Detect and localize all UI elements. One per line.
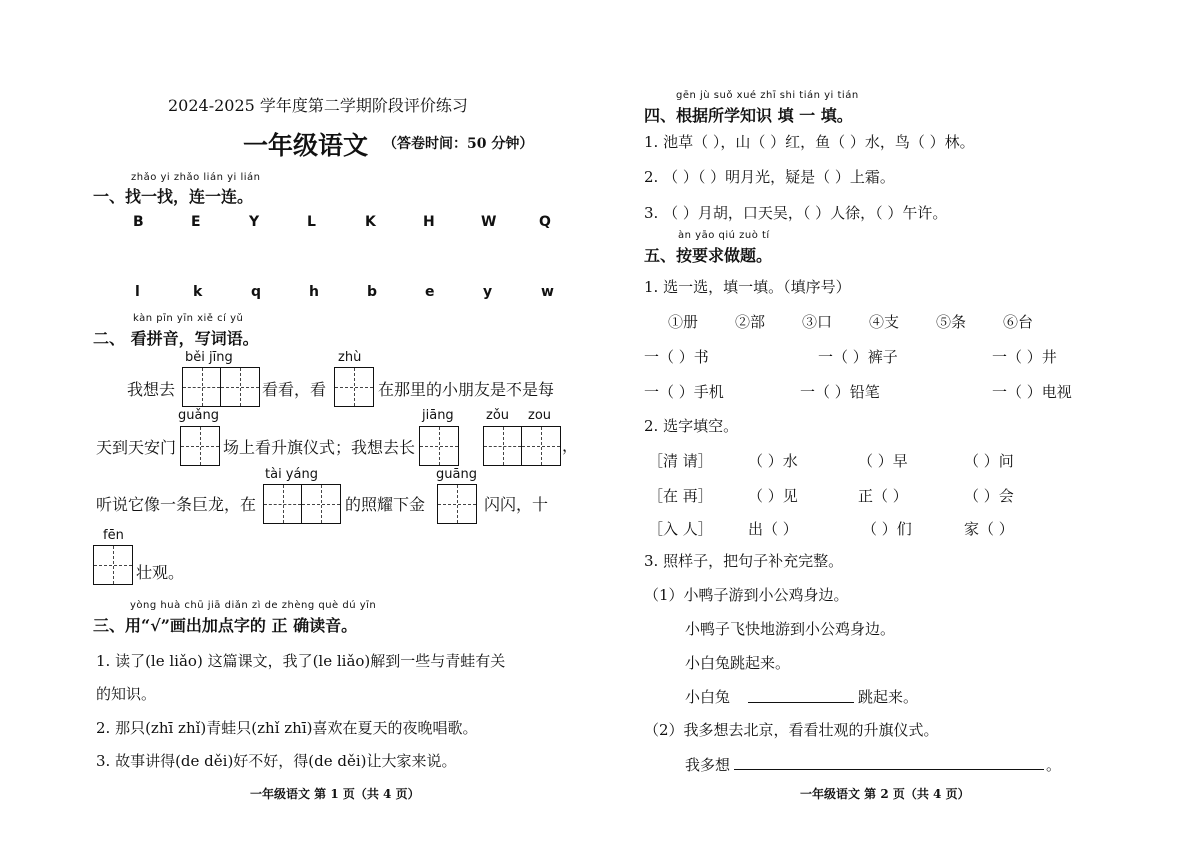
pinyin-taiyang: tài yáng: [265, 467, 318, 482]
choice-group-2: ［在 再］: [648, 487, 713, 505]
time-note: （答卷时间：50 分钟）: [383, 136, 534, 152]
section2-heading: 二、 看拼音，写词语。: [93, 329, 259, 348]
option: ③口: [802, 313, 833, 331]
uppercase-letters: [133, 214, 597, 230]
option: ②部: [735, 313, 766, 331]
s5-part-2: 2. 选字填空。: [644, 417, 739, 435]
section4-heading: 四、根据所学知识 填 一 填。: [644, 106, 853, 125]
measure-word-r1-c: 一（ ）井: [992, 348, 1057, 366]
option: ①册: [668, 313, 699, 331]
letter: E: [191, 214, 201, 230]
option: ⑥台: [1003, 313, 1034, 331]
example-1-answer-b: 跳起来。: [858, 688, 919, 706]
option-list: [668, 311, 1070, 332]
letter: B: [133, 214, 144, 230]
write-grid-jiang[interactable]: [419, 426, 459, 466]
letter: b: [367, 284, 378, 300]
option: ⑤条: [936, 313, 967, 331]
text: 看看，看: [262, 380, 327, 399]
exam-title: 一年级语文: [243, 131, 369, 160]
write-grid-beijing[interactable]: [182, 367, 260, 407]
text: 听说它像一条巨龙，在: [96, 495, 257, 514]
blank: （ ）见: [748, 487, 798, 505]
pinyin-fen: fēn: [103, 528, 124, 543]
letter: Y: [249, 214, 260, 230]
text: 闪闪，十: [484, 495, 549, 514]
section5-heading: 五、按要求做题。: [644, 246, 773, 265]
example-2-period: 。: [1046, 756, 1062, 774]
lowercase-letters: [135, 284, 599, 300]
example-2-answer-a: 我多想: [685, 756, 731, 774]
write-grid-zouzou[interactable]: [483, 426, 561, 466]
pinyin-beijing: běi jīng: [185, 350, 233, 365]
s3-question-1b: 的知识。: [96, 685, 157, 703]
text: 天到天安门: [96, 438, 177, 457]
blank: （ ）水: [748, 452, 798, 470]
blank: 家（ ）: [964, 520, 1014, 538]
write-grid-zhu[interactable]: [334, 367, 374, 407]
page-footer-1: 一年级语文 第 1 页（共 4 页）: [250, 787, 420, 801]
pinyin-zou1: zǒu: [486, 408, 510, 423]
answer-line-1[interactable]: [748, 702, 854, 703]
write-grid-guang[interactable]: [180, 426, 220, 466]
measure-word-r1-b: 一（ ）裤子: [818, 348, 898, 366]
choice-group-3: ［入 人］: [648, 520, 713, 538]
write-grid-guang2[interactable]: [437, 484, 477, 524]
text: 场上看升旗仪式；我想去长: [223, 438, 416, 457]
measure-word-r2-c: 一（ ）电视: [992, 383, 1072, 401]
choice-group-1: ［清 请］: [648, 452, 713, 470]
pinyin-zou2: zou: [528, 408, 552, 423]
letter: e: [425, 284, 435, 300]
letter: h: [309, 284, 319, 300]
s3-question-1: 1. 读了(le liǎo) 这篇课文，我了(le liǎo)解到一些与青蛙有关: [96, 652, 506, 670]
blank: （ ）早: [858, 452, 908, 470]
s5-part-1: 1. 选一选，填一填。（填序号）: [644, 278, 851, 296]
example-1-sample: 小鸭子飞快地游到小公鸡身边。: [685, 620, 896, 638]
text: ，: [562, 436, 579, 455]
letter: q: [251, 284, 262, 300]
text: 在那里的小朋友是不是每: [378, 380, 555, 399]
section5-pinyin: àn yāo qiú zuò tí: [678, 230, 770, 241]
pinyin-jiang: jiāng: [422, 408, 454, 423]
letter: H: [423, 214, 435, 230]
write-grid-fen[interactable]: [93, 545, 133, 585]
letter: y: [483, 284, 493, 300]
letter: L: [307, 214, 316, 230]
blank: （ ）问: [964, 452, 1014, 470]
text: 壮观。: [136, 563, 185, 582]
section1-pinyin: zhǎo yi zhǎo lián yi lián: [131, 172, 261, 183]
page-footer-2: 一年级语文 第 2 页（共 4 页）: [800, 787, 970, 801]
pinyin-zhu: zhù: [338, 350, 362, 365]
measure-word-r1-a: 一（ ）书: [644, 348, 709, 366]
s4-question-1: 1. 池草（ ），山（ ）红，鱼（ ）水，鸟（ ）林。: [644, 133, 975, 151]
example-1-prompt: 小白兔跳起来。: [685, 654, 791, 672]
blank: （ ）会: [964, 487, 1014, 505]
letter: w: [541, 284, 554, 300]
blank: （ ）们: [862, 520, 912, 538]
section4-pinyin: gēn jù suǒ xué zhī shi tián yi tián: [676, 90, 859, 101]
section1-heading: 一、找一找，连一连。: [93, 187, 254, 206]
section3-pinyin: yòng huà chū jiā diǎn zì de zhèng què dú yīn: [130, 600, 377, 611]
exam-header: 2024-2025 学年度第二学期阶段评价练习: [168, 96, 468, 115]
example-1: （1）小鸭子游到小公鸡身边。: [644, 586, 849, 604]
measure-word-r2-a: 一（ ）手机: [644, 383, 724, 401]
letter: K: [365, 214, 376, 230]
text: 我想去: [127, 380, 176, 399]
write-grid-taiyang[interactable]: [263, 484, 341, 524]
measure-word-r2-b: 一（ ）铅笔: [800, 383, 880, 401]
s4-question-2: 2. （ ）（ ）明月光，疑是（ ）上霜。: [644, 168, 895, 186]
blank: 正（ ）: [858, 487, 908, 505]
letter: l: [135, 284, 140, 300]
section2-pinyin: kàn pīn yīn xiě cí yǔ: [133, 313, 244, 324]
s4-question-3: 3. （ ）月胡，口天吴，（ ）人徐，（ ）午许。: [644, 204, 948, 222]
example-2: （2）我多想去北京，看看壮观的升旗仪式。: [644, 721, 939, 739]
section3-heading: 三、用“√”画出加点字的 正 确读音。: [93, 616, 358, 635]
text: 的照耀下金: [345, 495, 426, 514]
letter: k: [193, 284, 203, 300]
pinyin-guang: guǎng: [178, 408, 219, 423]
answer-line-2[interactable]: [734, 769, 1044, 770]
option: ④支: [869, 313, 900, 331]
letter: Q: [539, 214, 551, 230]
example-1-answer-a: 小白兔: [685, 688, 731, 706]
s3-question-2: 2. 那只(zhī zhǐ)青蛙只(zhǐ zhī)喜欢在夏天的夜晚唱歌。: [96, 719, 478, 737]
blank: 出（ ）: [748, 520, 798, 538]
s3-question-3: 3. 故事讲得(de děi)好不好，得(de děi)让大家来说。: [96, 752, 457, 770]
s5-part-3: 3. 照样子，把句子补充完整。: [644, 552, 844, 570]
pinyin-guang2: guāng: [436, 467, 477, 482]
letter: W: [481, 214, 497, 230]
